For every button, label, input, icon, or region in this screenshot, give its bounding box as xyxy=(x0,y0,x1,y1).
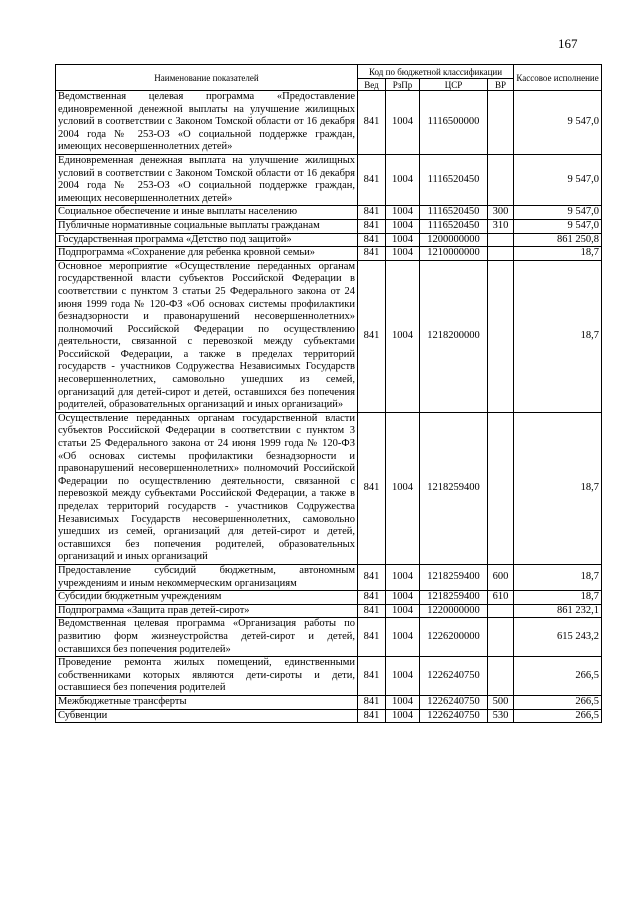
cell-name: Социальное обеспечение и иные выплаты населению xyxy=(56,206,358,220)
budget-table xyxy=(55,64,602,723)
cell-rzpr: 1004 xyxy=(386,260,420,412)
cell-name: Публичные нормативные социальные выплаты гражданам xyxy=(56,219,358,233)
cell-csr: 1116520450 xyxy=(420,219,488,233)
cell-amount: 18,7 xyxy=(514,260,602,412)
cell-csr: 1226240750 xyxy=(420,709,488,723)
header-code-group: Код по бюджетной классификации xyxy=(358,65,514,79)
header-vr: ВР xyxy=(488,79,514,91)
cell-amount: 266,5 xyxy=(514,709,602,723)
table-row xyxy=(56,233,602,247)
cell-ved: 841 xyxy=(358,219,386,233)
cell-amount: 9 547,0 xyxy=(514,91,602,155)
cell-amount: 9 547,0 xyxy=(514,206,602,220)
cell-rzpr: 1004 xyxy=(386,412,420,564)
cell-ved: 841 xyxy=(358,709,386,723)
cell-csr: 1210000000 xyxy=(420,247,488,261)
cell-csr: 1226240750 xyxy=(420,657,488,696)
cell-name: Подпрограмма «Защита прав детей-сирот» xyxy=(56,604,358,618)
cell-amount: 266,5 xyxy=(514,695,602,709)
cell-ved: 841 xyxy=(358,591,386,605)
cell-vr xyxy=(488,154,514,205)
cell-amount: 18,7 xyxy=(514,564,602,590)
cell-ved: 841 xyxy=(358,604,386,618)
cell-rzpr: 1004 xyxy=(386,247,420,261)
cell-vr: 600 xyxy=(488,564,514,590)
cell-name: Предоставление субсидий бюджетным, автономным учреждениям и иным некоммерческим организациям xyxy=(56,564,358,590)
cell-csr: 1226240750 xyxy=(420,695,488,709)
cell-rzpr: 1004 xyxy=(386,657,420,696)
cell-amount: 615 243,2 xyxy=(514,618,602,657)
cell-rzpr: 1004 xyxy=(386,591,420,605)
cell-rzpr: 1004 xyxy=(386,709,420,723)
cell-ved: 841 xyxy=(358,618,386,657)
cell-amount: 18,7 xyxy=(514,247,602,261)
cell-csr: 1116520450 xyxy=(420,206,488,220)
cell-rzpr: 1004 xyxy=(386,219,420,233)
cell-vr: 530 xyxy=(488,709,514,723)
cell-name: Субвенции xyxy=(56,709,358,723)
cell-csr: 1218259400 xyxy=(420,591,488,605)
cell-name: Подпрограмма «Сохранение для ребенка кровной семьи» xyxy=(56,247,358,261)
cell-csr: 1116500000 xyxy=(420,91,488,155)
cell-rzpr: 1004 xyxy=(386,604,420,618)
table-row xyxy=(56,91,602,155)
table-row xyxy=(56,247,602,261)
cell-name: Субсидии бюджетным учреждениям xyxy=(56,591,358,605)
cell-vr xyxy=(488,412,514,564)
cell-vr xyxy=(488,260,514,412)
cell-csr: 1218259400 xyxy=(420,412,488,564)
cell-vr xyxy=(488,604,514,618)
cell-ved: 841 xyxy=(358,154,386,205)
header-name: Наименование показателей xyxy=(56,65,358,91)
cell-name: Проведение ремонта жилых помещений, единственными собственниками которых являются дети-сироты и дети, оставшиеся без попечения родителей xyxy=(56,657,358,696)
table-row xyxy=(56,604,602,618)
cell-csr: 1226200000 xyxy=(420,618,488,657)
cell-rzpr: 1004 xyxy=(386,618,420,657)
cell-vr xyxy=(488,247,514,261)
cell-name: Основное мероприятие «Осуществление переданных органам государственной власти субъектов Российской Федерации в соответствии с пунктом 3 статьи 25 Федерального закона от 24 июня 1999 года № 120-ФЗ «Об основах системы профилактики безнадзорности и правонарушений несовершеннолетних» полномочий Российской Федерации по осуществлению деятельности, связанной с перевозкой между субъектами Российской Федерации, а также в пределах территорий государств - участников Содружества Независимых Государств несовершеннолетних, самовольно ушедших из семей, организаций для детей-сирот и детей, оставшихся без попечения родителей, образовательных организаций и иных организаций» xyxy=(56,260,358,412)
table-row xyxy=(56,591,602,605)
table-row xyxy=(56,219,602,233)
cell-name: Ведомственная целевая программа «Организация работы по развитию форм жизнеустройства детей-сирот и детей, оставшихся без попечения родителей» xyxy=(56,618,358,657)
cell-amount: 266,5 xyxy=(514,657,602,696)
cell-csr: 1218259400 xyxy=(420,564,488,590)
cell-amount: 18,7 xyxy=(514,591,602,605)
header-rzpr: РзПр xyxy=(386,79,420,91)
cell-rzpr: 1004 xyxy=(386,91,420,155)
cell-ved: 841 xyxy=(358,233,386,247)
cell-rzpr: 1004 xyxy=(386,154,420,205)
cell-ved: 841 xyxy=(358,206,386,220)
cell-name: Государственная программа «Детство под защитой» xyxy=(56,233,358,247)
cell-csr: 1218200000 xyxy=(420,260,488,412)
cell-name: Осуществление переданных органам государственной власти субъектов Российской Федерации в соответствии с пунктом 3 статьи 25 Федерального закона от 24 июня 1999 года № 120-ФЗ «Об основах системы профилактики безнадзорности и правонарушений несовершеннолетних» полномочий Российской Федерации по осуществлению деятельности, связанной с перевозкой между субъектами Российской Федерации, а также в пределах территорий государств - участников Содружества Независимых Государств несовершеннолетних, самовольно ушедших из семей, организаций для детей-сирот и детей, оставшихся без попечения родителей, образовательных организаций и иных организаций xyxy=(56,412,358,564)
table-row xyxy=(56,657,602,696)
cell-name: Ведомственная целевая программа «Предоставление единовременной денежной выплаты на улучшение жилищных условий в соответствии с Законом Томской области от 16 декабря 2004 года № 253-ОЗ «О социальной поддержке граждан, имеющих несовершеннолетних детей» xyxy=(56,91,358,155)
cell-rzpr: 1004 xyxy=(386,695,420,709)
cell-amount: 9 547,0 xyxy=(514,219,602,233)
cell-name: Межбюджетные трансферты xyxy=(56,695,358,709)
cell-ved: 841 xyxy=(358,91,386,155)
cell-ved: 841 xyxy=(358,247,386,261)
cell-ved: 841 xyxy=(358,564,386,590)
cell-csr: 1220000000 xyxy=(420,604,488,618)
page-number: 167 xyxy=(558,36,578,51)
cell-vr: 310 xyxy=(488,219,514,233)
cell-amount: 861 232,1 xyxy=(514,604,602,618)
table-row xyxy=(56,412,602,564)
cell-ved: 841 xyxy=(358,657,386,696)
header-ved: Вед xyxy=(358,79,386,91)
cell-rzpr: 1004 xyxy=(386,206,420,220)
table-row xyxy=(56,206,602,220)
cell-vr: 300 xyxy=(488,206,514,220)
cell-vr: 500 xyxy=(488,695,514,709)
cell-csr: 1200000000 xyxy=(420,233,488,247)
cell-ved: 841 xyxy=(358,260,386,412)
table-row xyxy=(56,618,602,657)
cell-amount: 9 547,0 xyxy=(514,154,602,205)
cell-ved: 841 xyxy=(358,412,386,564)
cell-rzpr: 1004 xyxy=(386,233,420,247)
cell-vr xyxy=(488,233,514,247)
table-row xyxy=(56,154,602,205)
cell-vr xyxy=(488,91,514,155)
cell-vr: 610 xyxy=(488,591,514,605)
table-row xyxy=(56,260,602,412)
cell-csr: 1116520450 xyxy=(420,154,488,205)
cell-vr xyxy=(488,618,514,657)
table-row xyxy=(56,709,602,723)
cell-amount: 861 250,8 xyxy=(514,233,602,247)
header-cash: Кассовое исполнение xyxy=(514,65,602,91)
cell-amount: 18,7 xyxy=(514,412,602,564)
table-row xyxy=(56,695,602,709)
table-row xyxy=(56,564,602,590)
cell-name: Единовременная денежная выплата на улучшение жилищных условий в соответствии с Законом Томской области от 16 декабря 2004 года № 253-ОЗ «О социальной поддержке граждан, имеющих несовершеннолетних детей» xyxy=(56,154,358,205)
header-csr: ЦСР xyxy=(420,79,488,91)
table-body xyxy=(56,91,602,723)
cell-rzpr: 1004 xyxy=(386,564,420,590)
cell-vr xyxy=(488,657,514,696)
cell-ved: 841 xyxy=(358,695,386,709)
